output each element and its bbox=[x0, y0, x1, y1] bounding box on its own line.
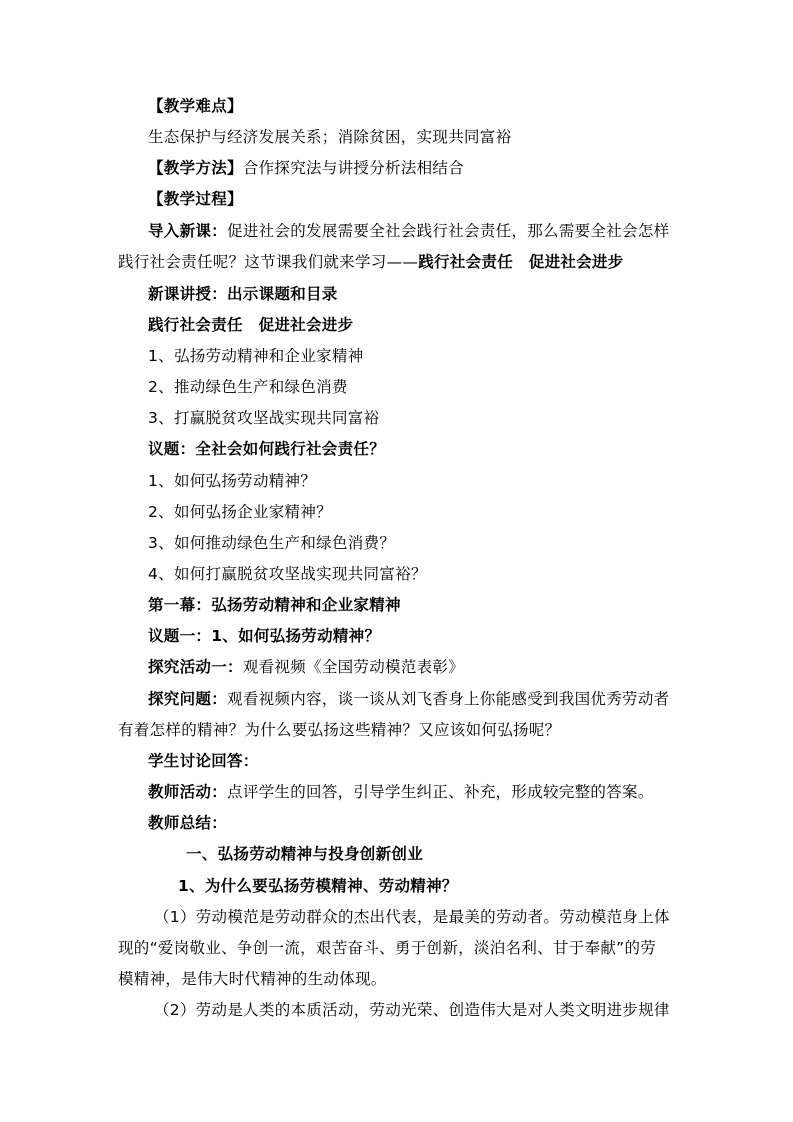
heading-teaching-process: 【教学过程】 bbox=[148, 190, 243, 208]
intro-paragraph-line-2: 践行社会责任呢？这节课我们就来学习——践行社会责任 促进社会进步 bbox=[118, 253, 624, 271]
act-one-heading: 第一幕：弘扬劳动精神和企业家精神 bbox=[148, 596, 401, 614]
heading-teaching-method: 【教学方法】合作探究法与讲授分析法相结合 bbox=[148, 159, 465, 177]
teacher-summary-heading: 教师总结： bbox=[148, 814, 228, 832]
point-two-line-1: （2）劳动是人类的本质活动，劳动光荣、创造伟大是对人类文明进步规律 bbox=[154, 1001, 670, 1019]
point-one-line-3: 模精神，是伟大时代精神的生动体现。 bbox=[118, 970, 387, 988]
topic-one-heading: 议题一：1、如何弘扬劳动精神？ bbox=[148, 627, 381, 645]
inquiry-question-line-2: 有着怎样的精神？为什么要弘扬这些精神？又应该如何弘扬呢？ bbox=[118, 721, 561, 739]
outline-item: 1、弘扬劳动精神和企业家精神 bbox=[148, 347, 364, 365]
subsection-one-heading: 1、为什么要弘扬劳模精神、劳动精神？ bbox=[178, 877, 458, 895]
section-one-heading: 一、弘扬劳动精神与投身创新创业 bbox=[186, 845, 424, 863]
student-discussion-heading: 学生讨论回答： bbox=[148, 752, 259, 770]
topic-question: 2、如何弘扬企业家精神？ bbox=[148, 503, 332, 521]
teacher-activity: 教师活动：点评学生的回答，引导学生纠正、补充，形成较完整的答案。 bbox=[148, 783, 654, 801]
teaching-difficulty-text: 生态保护与经济发展关系；消除贫困，实现共同富裕 bbox=[148, 128, 512, 146]
heading-teaching-difficulty: 【教学难点】 bbox=[148, 97, 243, 115]
new-lesson-heading: 新课讲授：出示课题和目录 bbox=[148, 285, 338, 303]
topic-question: 4、如何打赢脱贫攻坚战实现共同富裕？ bbox=[148, 565, 427, 583]
outline-item: 3、打赢脱贫攻坚战实现共同富裕 bbox=[148, 409, 380, 427]
outline-item: 2、推动绿色生产和绿色消费 bbox=[148, 378, 348, 396]
topic-question: 1、如何弘扬劳动精神？ bbox=[148, 472, 317, 490]
point-one-line-2: 现的“爱岗敬业、争创一流，艰苦奋斗、勇于创新，淡泊名利、甘于奉献”的劳 bbox=[118, 939, 657, 957]
inquiry-question-line-1: 探究问题：观看视频内容，谈一谈从刘飞香身上你能感受到我国优秀劳动者 bbox=[148, 690, 670, 708]
intro-paragraph-line-1: 导入新课：促进社会的发展需要全社会践行社会责任，那么需要全社会怎样 bbox=[148, 222, 670, 240]
topic-question: 3、如何推动绿色生产和绿色消费？ bbox=[148, 534, 396, 552]
point-one-line-1: （1）劳动模范是劳动群众的杰出代表，是最美的劳动者。劳动模范身上体 bbox=[154, 908, 670, 926]
topic-heading: 议题：全社会如何践行社会责任？ bbox=[148, 440, 386, 458]
lesson-title: 践行社会责任 促进社会进步 bbox=[148, 316, 354, 334]
inquiry-activity: 探究活动一：观看视频《全国劳动模范表彰》 bbox=[148, 658, 465, 676]
